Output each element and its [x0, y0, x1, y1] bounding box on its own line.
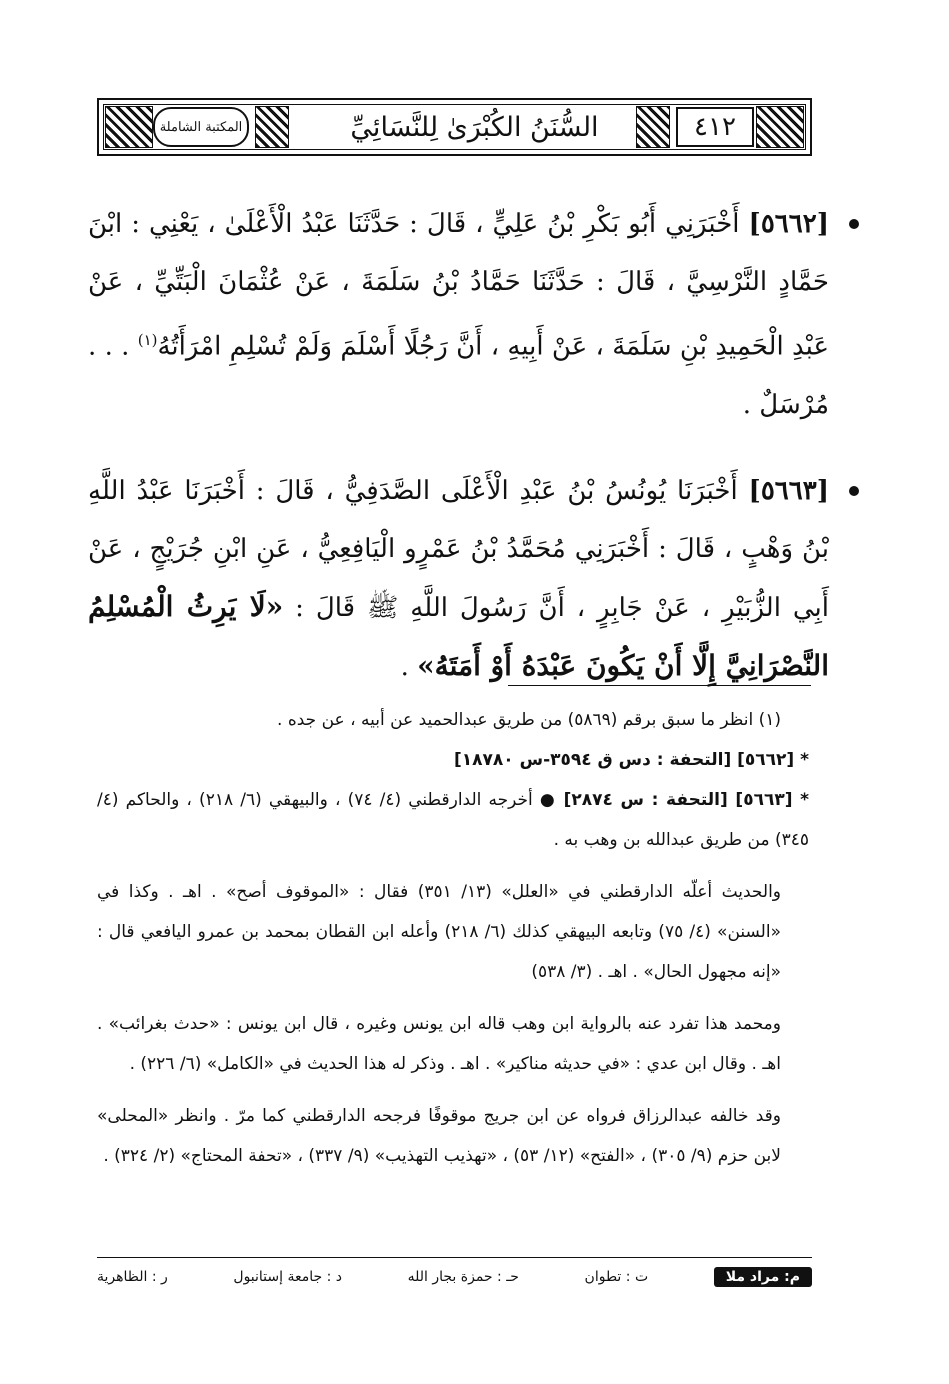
- page-header: [97, 98, 812, 156]
- hadith-number: [٥٦٦٣]: [748, 475, 830, 506]
- hadith-text: أَخْبَرَنَا يُونُسُ بْنُ عَبْدِ الْأَعْلَى الصَّدَفِيُّ ، قَالَ : أَخْبَرَنَا عَبْدُ اللَّهِ بْنُ وَهْبٍ ، قَالَ : أَخْبَرَنِي مُحَمَّدُ بْنُ عَمْرٍو الْيَافِعِيُّ ، عَنِ ابْنِ جُرَيْجٍ ، عَنْ أَبِي الزُّبَيْرِ ، عَنْ جَابِرٍ ، أَنَّ رَسُولَ اللَّهِ ﷺ قَالَ :: [88, 475, 829, 623]
- footnote-divider: [508, 685, 811, 686]
- tuhfa-5663-body: ● أخرجه الدارقطني (٤/ ٧٤) ، والبيهقي (٦/ ٢١٨) ، والحاكم (٤/ ٣٤٥) من طريق عبدالله بن وهب به .: [97, 790, 809, 850]
- commentary-para-2: ومحمد هذا تفرد عنه بالرواية ابن وهب قاله ابن يونس وغيره ، قال ابن يونس : «حدث بغرائب» . اهـ . وقال ابن عدي : «في حديثه مناكير» . اهـ . وذكر له هذا الحديث في «الكامل» (٦/ ٢٢٦) .: [97, 1014, 781, 1074]
- tuhfa-5662: * [٥٦٦٢] [التحفة : دس ق ٣٥٩٤-س ١٨٧٨٠]: [454, 750, 809, 770]
- hadith-5663: [88, 462, 829, 696]
- hadith-ending: . . . مُرْسَلٌ .: [88, 331, 829, 420]
- source-label: م: مراد ملا: [714, 1267, 812, 1287]
- manuscript-sources: [97, 1262, 812, 1292]
- ornament-left-inner: [255, 106, 289, 148]
- footnotes: [97, 700, 809, 1176]
- commentary-para-3: وقد خالفه عبدالرزاق فرواه عن ابن جريج موقوفًا فرجحه الدارقطني كما مرّ . وانظر «المحلى» لابن حزم (٩/ ٣٠٥) ، «الفتح» (١٢/ ٥٣) ، «تهذيب التهذيب» (٩/ ٣٣٧) ، «تحفة المحتاج» (٢/ ٣٢٤) .: [97, 1106, 781, 1166]
- hadith-5662: [88, 195, 829, 434]
- hadith-ending: .: [400, 651, 418, 682]
- source-r: ر : الظاهرية: [97, 1269, 168, 1285]
- ornament-right-inner: [636, 106, 670, 148]
- main-text: [88, 195, 829, 724]
- ornament-left: [105, 106, 153, 148]
- source-h: حـ : حمزة بجار الله: [407, 1269, 519, 1285]
- tuhfa-5663: [97, 780, 809, 860]
- tuhfa-5663-head: * [٥٦٦٣] [التحفة : س ٢٨٧٤]: [563, 790, 810, 810]
- commentary-para-1: والحديث أعلّه الدارقطني في «العلل» (١٣/ ٣٥١) فقال : «الموقوف أصح» . اهـ . وكذا في «السنن» (٤/ ٧٥) وتابعه البيهقي كذلك (٦/ ٢١٨) وأعله ابن القطان بمحمد بن عمرو اليافعي قال : «إنه مجهول الحال» . اهـ . (٣/ ٥٣٨): [97, 882, 781, 982]
- source-d: د : جامعة إستانبول: [233, 1269, 343, 1285]
- source-t: ت : تطوان: [584, 1269, 649, 1285]
- ornament-right: [756, 106, 804, 148]
- hadith-matn: «لَا يَرِثُ الْمُسْلِمُ النَّصْرَانِيَّ إِلَّا أَنْ يَكُونَ عَبْدَهُ أَوْ أَمَتَهُ»: [88, 589, 829, 682]
- bullet-icon: [849, 219, 859, 229]
- footnote-1: (١) انظر ما سبق برقم (٥٨٦٩) من طريق عبدالحميد عن أبيه ، عن جده .: [277, 710, 781, 730]
- page-number: ٤١٢: [676, 107, 754, 147]
- publisher-logo: المكتبة الشاملة: [153, 107, 249, 147]
- hadith-text: أَخْبَرَنِي أَبُو بَكْرِ بْنُ عَلِيٍّ ، قَالَ : حَدَّثَنَا عَبْدُ الْأَعْلَىٰ ، يَعْنِي : ابْنَ حَمَّادٍ النَّرْسِيَّ ، قَالَ : حَدَّثَنَا حَمَّادُ بْنُ سَلَمَةَ ، عَنْ عُثْمَانَ الْبَتِّيِّ ، عَنْ عَبْدِ الْحَمِيدِ بْنِ سَلَمَةَ ، عَنْ أَبِيهِ ، أَنَّ رَجُلًا أَسْلَمَ وَلَمْ تُسْلِمِ امْرَأَتُهُ: [88, 209, 829, 362]
- bottom-divider: [97, 1257, 812, 1258]
- bullet-icon: [849, 486, 859, 496]
- book-title: السُّنَنُ الكُبْرَىٰ لِلنَّسَائِيِّ: [350, 111, 599, 143]
- hadith-number: [٥٦٦٢]: [748, 209, 830, 239]
- footnote-ref[interactable]: (١): [137, 331, 158, 349]
